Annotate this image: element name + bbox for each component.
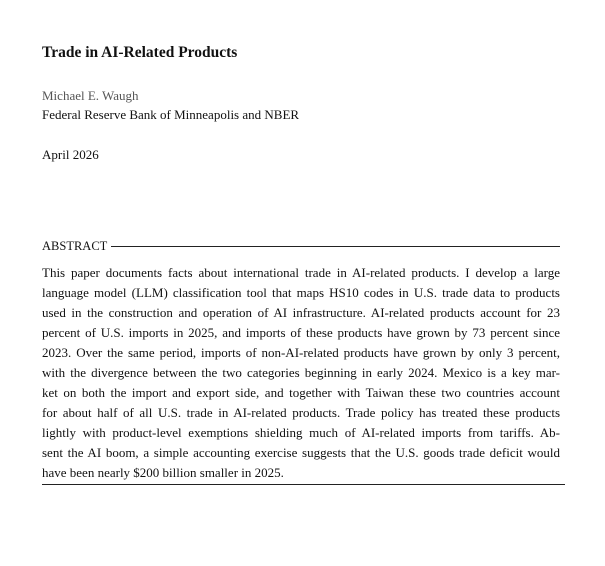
abstract-line: have been nearly $200 billion smaller in 2025. — [42, 465, 284, 480]
author-affiliation: Federal Reserve Bank of Minneapolis and NBER — [42, 107, 300, 122]
abstract-line: with the divergence between the two categories beginning in early 2024. Mexico is a key mar- — [42, 365, 560, 380]
abstract-header — [42, 238, 560, 254]
abstract-heading: ABSTRACT — [42, 239, 108, 253]
publication-date: April 2026 — [42, 147, 99, 162]
author-name: Michael E. Waugh — [42, 88, 139, 103]
abstract-line: percent of U.S. imports in 2025, and imports of these products have grown by 73 percent since — [42, 325, 560, 340]
abstract-line: 2023. Over the same period, imports of non-AI-related products have grown by only 3 percent, — [42, 345, 560, 360]
abstract-bottom-rule — [42, 484, 565, 485]
abstract-line: lightly with product-level exemptions shielding much of AI-related imports from tariffs. Ab- — [42, 425, 560, 440]
abstract-line: language model (LLM) classification tool that maps HS10 codes in U.S. trade data to products — [42, 285, 560, 300]
paper-title: Trade in AI-Related Products — [42, 44, 238, 61]
abstract-line: ket on both the import and export side, and together with Taiwan these two countries account — [42, 385, 560, 400]
abstract-line: This paper documents facts about international trade in AI-related products. I develop a large — [42, 265, 560, 280]
abstract-text — [42, 263, 560, 483]
abstract-line: for about half of all U.S. trade in AI-related products. Trade policy has treated these products — [42, 405, 560, 420]
abstract-line: used in the construction and operation of AI infrastructure. AI-related products account for 23 — [42, 305, 560, 320]
abstract-heading-rule — [111, 246, 560, 247]
abstract-line: sent the AI boom, a simple accounting exercise suggests that the U.S. goods trade deficit would — [42, 445, 560, 460]
